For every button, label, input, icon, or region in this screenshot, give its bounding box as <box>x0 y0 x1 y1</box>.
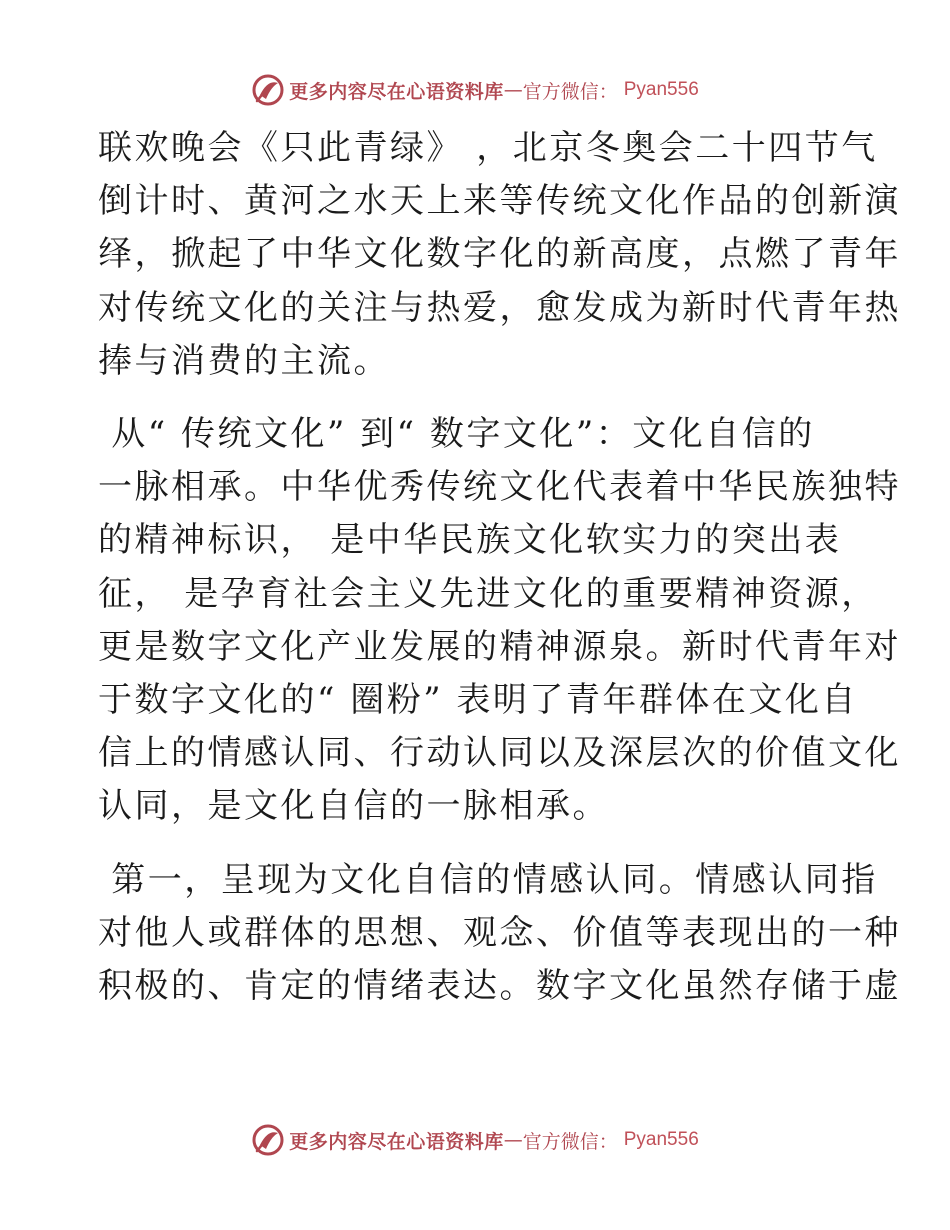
banner-slogan: 更多内容尽在心语资料库 <box>289 80 504 103</box>
text-line: 对传统文化的关注与热爱，愈发成为新时代青年热 <box>98 287 901 328</box>
paragraph-2 <box>98 408 901 834</box>
text-line: 征， 是孕育社会主义先进文化的重要精神资源， <box>98 573 878 614</box>
text-line: 于数字文化的“ 圈粉” 表明了青年群体在文化自 <box>98 680 858 721</box>
wechat-id: Pyan556 <box>623 79 699 100</box>
text-line: 联欢晚会《只此青绿》 ，北京冬奥会二十四节气 <box>98 128 878 168</box>
brand-logo-icon <box>251 73 285 107</box>
text-line: 的精神标识， 是中华民族文化软实力的突出表 <box>98 520 842 561</box>
text-line: 绎，掀起了中华文化数字化的新高度，点燃了青年 <box>98 234 901 275</box>
footer-banner <box>0 1122 950 1158</box>
wechat-label: 官方微信： <box>522 1130 618 1153</box>
text-line: 认同，是文化自信的一脉相承。 <box>98 786 609 827</box>
brand-logo-icon <box>251 1123 285 1157</box>
banner-slogan: 更多内容尽在心语资料库 <box>289 1130 504 1153</box>
paragraph-3 <box>98 854 901 1014</box>
banner-dash: — <box>503 79 523 101</box>
text-line: 倒计时、黄河之水天上来等传统文化作品的创新演 <box>98 181 901 222</box>
text-line: 对他人或群体的思想、观念、价值等表现出的一种 <box>98 912 901 953</box>
text-line: 更是数字文化产业发展的精神源泉。新时代青年对 <box>98 626 901 667</box>
banner-dash: — <box>503 1129 523 1151</box>
text-line: 从“ 传统文化” 到“ 数字文化”：文化自信的 <box>98 414 815 455</box>
text-line: 信上的情感认同、行动认同以及深层次的价值文化 <box>98 733 901 774</box>
wechat-id: Pyan556 <box>623 1129 699 1150</box>
header-banner <box>0 72 950 108</box>
paragraph-1 <box>98 122 901 388</box>
text-line: 第一，呈现为文化自信的情感认同。情感认同指 <box>98 859 878 900</box>
document-body <box>98 122 901 1013</box>
wechat-label: 官方微信： <box>522 80 618 103</box>
text-line: 积极的、肯定的情绪表达。数字文化虽然存储于虚 <box>98 966 901 1007</box>
text-line: 捧与消费的主流。 <box>98 340 390 381</box>
text-line: 一脉相承。中华优秀传统文化代表着中华民族独特 <box>98 467 901 508</box>
